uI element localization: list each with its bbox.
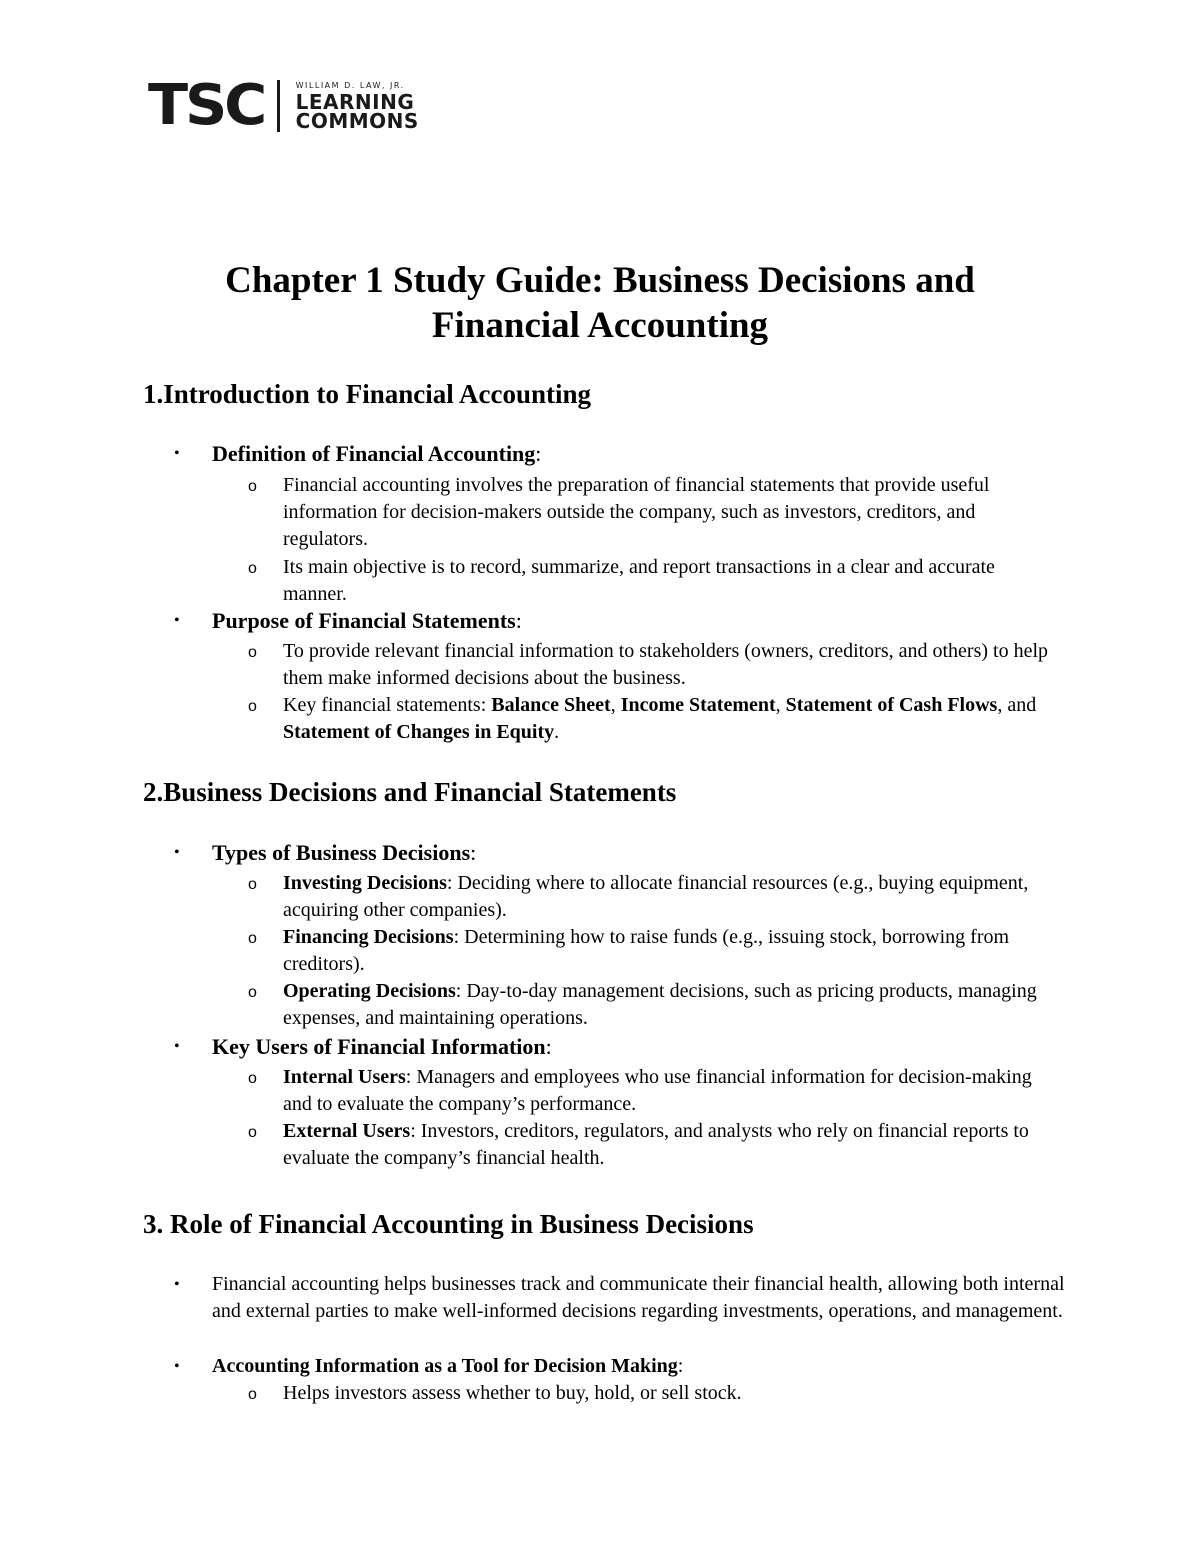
section-heading-text: Introduction to Financial Accounting — [163, 379, 592, 409]
logo-line2: COMMONS — [295, 108, 419, 133]
sub-list-item — [248, 924, 1063, 978]
separator: , and — [997, 694, 1037, 716]
circle-bullet-icon: o — [248, 1070, 257, 1087]
circle-bullet-icon: o — [248, 560, 257, 577]
tsc-learning-commons-logo — [148, 73, 419, 138]
statement-name: Statement of Changes in Equity — [283, 721, 555, 743]
item-label: Types of Business Decisions — [212, 840, 471, 865]
bullet-icon: • — [174, 1276, 180, 1293]
section-1-heading — [143, 378, 591, 410]
item-text: : Deciding where to allocate financial resources (e.g., buying equipment, acquiring other companies). — [283, 872, 1029, 921]
circle-bullet-icon: o — [248, 1386, 257, 1403]
item-text: : Investors, creditors, regulators, and analysts who rely on financial reports to evaluate the company’s financial health. — [283, 1120, 1029, 1169]
sub-list-item — [248, 554, 1063, 608]
sub-list-item — [248, 978, 1063, 1032]
statement-name: Statement of Cash Flows — [785, 694, 998, 716]
bullet-icon: • — [174, 612, 180, 629]
list-item — [174, 607, 1072, 634]
item-label: External Users — [283, 1120, 411, 1142]
item-text: : Day-to-day management decisions, such as pricing products, managing expenses, and maintaining operations. — [283, 980, 1037, 1029]
sub-list-item — [248, 870, 1063, 924]
list-item — [174, 440, 1072, 467]
section-number: 1. — [143, 379, 164, 409]
separator: , — [610, 694, 621, 716]
circle-bullet-icon: o — [248, 698, 257, 715]
list-item — [174, 839, 1072, 866]
list-item — [174, 1033, 1072, 1060]
section-heading-text: Business Decisions and Financial Statements — [163, 777, 677, 807]
item-colon: : — [545, 1034, 552, 1059]
item-colon: : — [470, 840, 477, 865]
section-2-heading — [143, 776, 676, 808]
bullet-icon: • — [174, 844, 180, 861]
page-title — [100, 258, 1100, 348]
sub-list-item — [248, 1064, 1063, 1118]
sub-list-item — [248, 692, 1063, 746]
item-label: Purpose of Financial Statements — [212, 608, 516, 633]
sub-list-item — [248, 1380, 1063, 1407]
list-item — [174, 1271, 1072, 1325]
sub-list-item — [248, 638, 1063, 692]
separator: . — [554, 721, 560, 743]
bullet-icon: • — [174, 1038, 180, 1055]
logo-divider — [277, 80, 280, 132]
circle-bullet-icon: o — [248, 644, 257, 661]
item-text: : Determining how to raise funds (e.g., issuing stock, borrowing from creditors). — [283, 926, 1010, 975]
item-label: Accounting Information as a Tool for Decision Making — [212, 1355, 678, 1377]
item-text: Helps investors assess whether to buy, hold, or sell stock. — [283, 1382, 742, 1404]
logo-text — [296, 82, 419, 131]
statement-name: Balance Sheet — [491, 694, 611, 716]
sub-list-item — [248, 472, 1063, 553]
statement-name: Income Statement — [620, 694, 776, 716]
item-label: Definition of Financial Accounting — [212, 441, 536, 466]
title-line2: Financial Accounting — [431, 305, 769, 346]
item-label: Financing Decisions — [283, 926, 454, 948]
item-label: Investing Decisions — [283, 872, 447, 894]
list-item — [174, 1353, 1072, 1380]
item-text: Financial accounting helps businesses track and communicate their financial health, allowing both internal and external parties to make well-informed decisions regarding investments, operations, and management. — [212, 1273, 1065, 1322]
item-text: Its main objective is to record, summarize, and report transactions in a clear and accurate manner. — [283, 556, 995, 605]
bullet-icon: • — [174, 445, 180, 462]
item-label: Operating Decisions — [283, 980, 456, 1002]
circle-bullet-icon: o — [248, 478, 257, 495]
section-number: 3. — [143, 1209, 164, 1239]
item-text: Key financial statements: — [283, 694, 492, 716]
section-number: 2. — [143, 777, 164, 807]
logo-line1: LEARNING — [295, 89, 415, 114]
item-text: To provide relevant financial information to stakeholders (owners, creditors, and others) to help them make informed decisions about the business. — [283, 640, 1049, 689]
circle-bullet-icon: o — [248, 984, 257, 1001]
item-text: Financial accounting involves the preparation of financial statements that provide useful information for decision-makers outside the company, such as investors, creditors, and regulators. — [283, 474, 990, 550]
item-text: : Managers and employees who use financial information for decision-making and to evaluate the company’s performance. — [283, 1066, 1032, 1115]
logo-mark: TSC — [148, 73, 265, 138]
item-colon: : — [677, 1355, 684, 1377]
circle-bullet-icon: o — [248, 876, 257, 893]
section-3-heading — [143, 1208, 754, 1240]
circle-bullet-icon: o — [248, 930, 257, 947]
item-label: Internal Users — [283, 1066, 406, 1088]
title-line1: Chapter 1 Study Guide: Business Decisions and — [225, 260, 975, 301]
item-label: Key Users of Financial Information — [212, 1034, 546, 1059]
sub-list-item — [248, 1118, 1063, 1172]
item-colon: : — [535, 441, 542, 466]
item-colon: : — [515, 608, 522, 633]
bullet-icon: • — [174, 1358, 180, 1375]
circle-bullet-icon: o — [248, 1124, 257, 1141]
separator: , — [775, 694, 786, 716]
logo-small-text: WILLIAM D. LAW, JR. — [295, 80, 405, 90]
section-heading-text: Role of Financial Accounting in Business Decisions — [170, 1209, 754, 1239]
